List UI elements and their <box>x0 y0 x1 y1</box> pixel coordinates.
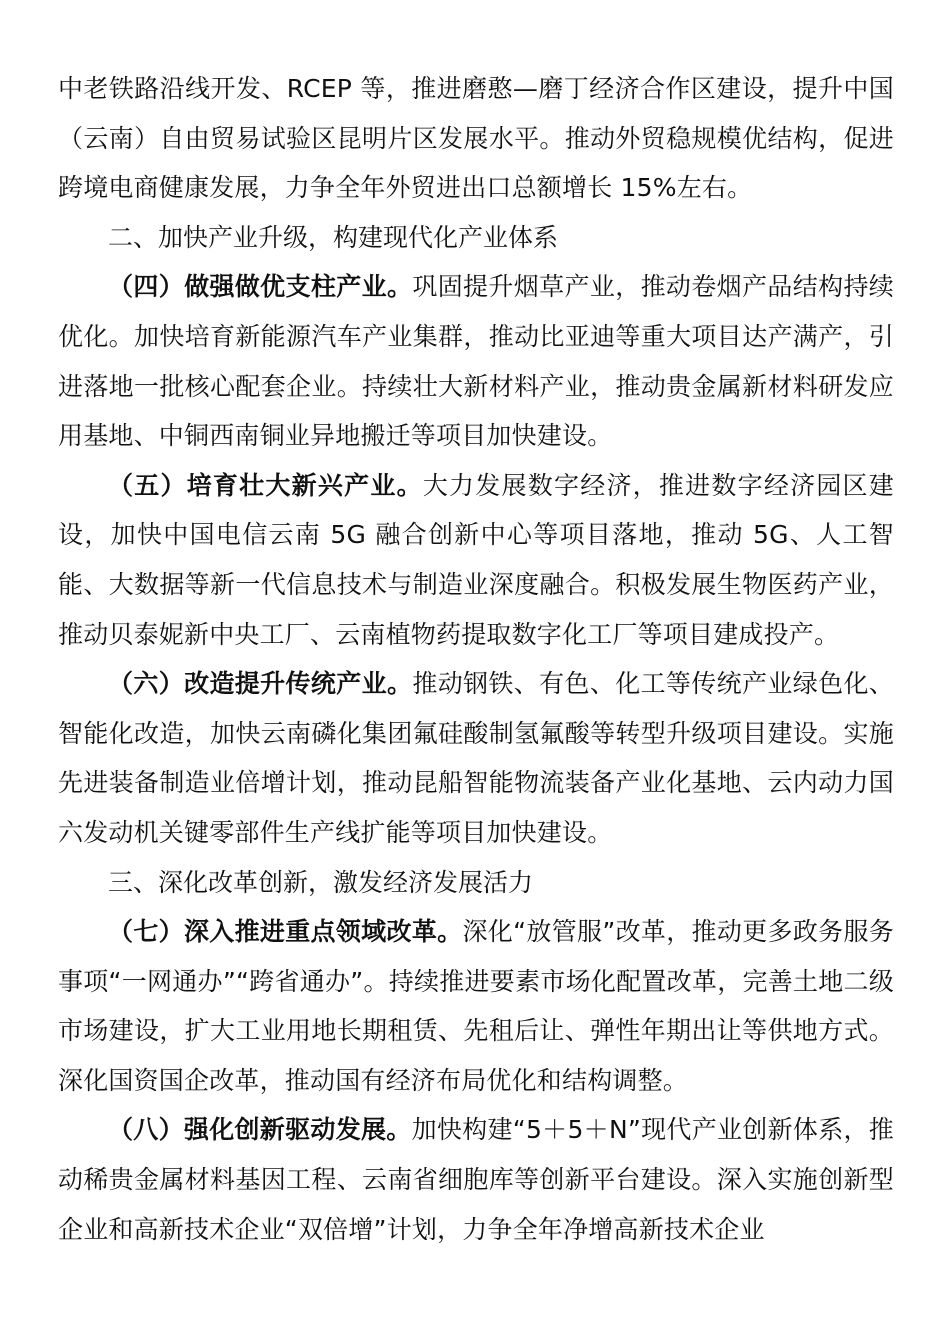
paragraph-5-body: 大力发展数字经济，推进数字经济园区建设，加快中国电信云南 5G 融合创新中心等项目落地，推动 5G、人工智能、大数据等新一代信息技术与制造业深度融合。积极发展生物医药产业，推动贝泰妮新中央工厂、云南植物药提取数字化工厂等项目建成投产。 <box>58 470 894 649</box>
document-page <box>58 64 894 1254</box>
paragraph-6-lead: （六）改造提升传统产业。 <box>108 669 413 699</box>
section-heading-3: 三、深化改革创新，激发经济发展活力 <box>108 867 534 897</box>
paragraph-7 <box>58 907 894 1105</box>
paragraph-7-lead: （七）深入推进重点领域改革。 <box>108 917 463 947</box>
paragraph-5-lead: （五）培育壮大新兴产业。 <box>108 470 423 500</box>
paragraph-7-body: 深化“放管服”改革，推动更多政务服务事项“一网通办”“跨省通办”。持续推进要素市场化配置改革，完善土地二级市场建设，扩大工业用地长期租赁、先租后让、弹性年期出让等供地方式。深化国资国企改革，推动国有经济布局优化和结构调整。 <box>58 917 894 1095</box>
paragraph-4-lead: （四）做强做优支柱产业。 <box>108 272 413 302</box>
paragraph-continuation: 中老铁路沿线开发、RCEP 等，推进磨憨—磨丁经济合作区建设，提升中国（云南）自由贸易试验区昆明片区发展水平。推动外贸稳规模优结构，促进跨境电商健康发展，力争全年外贸进出口总额增长 15%左右。 <box>58 74 894 203</box>
paragraph-4-body: 巩固提升烟草产业，推动卷烟产品结构持续优化。加快培育新能源汽车产业集群，推动比亚迪等重大项目达产满产，引进落地一批核心配套企业。持续壮大新材料产业，推动贵金属新材料研发应用基地、中铜西南铜业异地搬迁等项目加快建设。 <box>58 272 894 451</box>
paragraph-4 <box>58 262 894 460</box>
paragraph-6 <box>58 659 894 857</box>
section-heading-2: 二、加快产业升级，构建现代化产业体系 <box>108 222 559 252</box>
paragraph-8-body: 加快构建“5＋5＋N”现代产业创新体系，推动稀贵金属材料基因工程、云南省细胞库等创新平台建设。深入实施创新型企业和高新技术企业“双倍增”计划，力争全年净增高新技术企业 <box>58 1115 894 1244</box>
paragraph-6-body: 推动钢铁、有色、化工等传统产业绿色化、智能化改造，加快云南磷化集团氟硅酸制氢氟酸等转型升级项目建设。实施先进装备制造业倍增计划，推动昆船智能物流装备产业化基地、云内动力国六发动机关键零部件生产线扩能等项目加快建设。 <box>58 669 894 847</box>
paragraph-8-lead: （八）强化创新驱动发展。 <box>108 1115 412 1145</box>
paragraph-5 <box>58 461 894 659</box>
paragraph-8 <box>58 1105 894 1254</box>
